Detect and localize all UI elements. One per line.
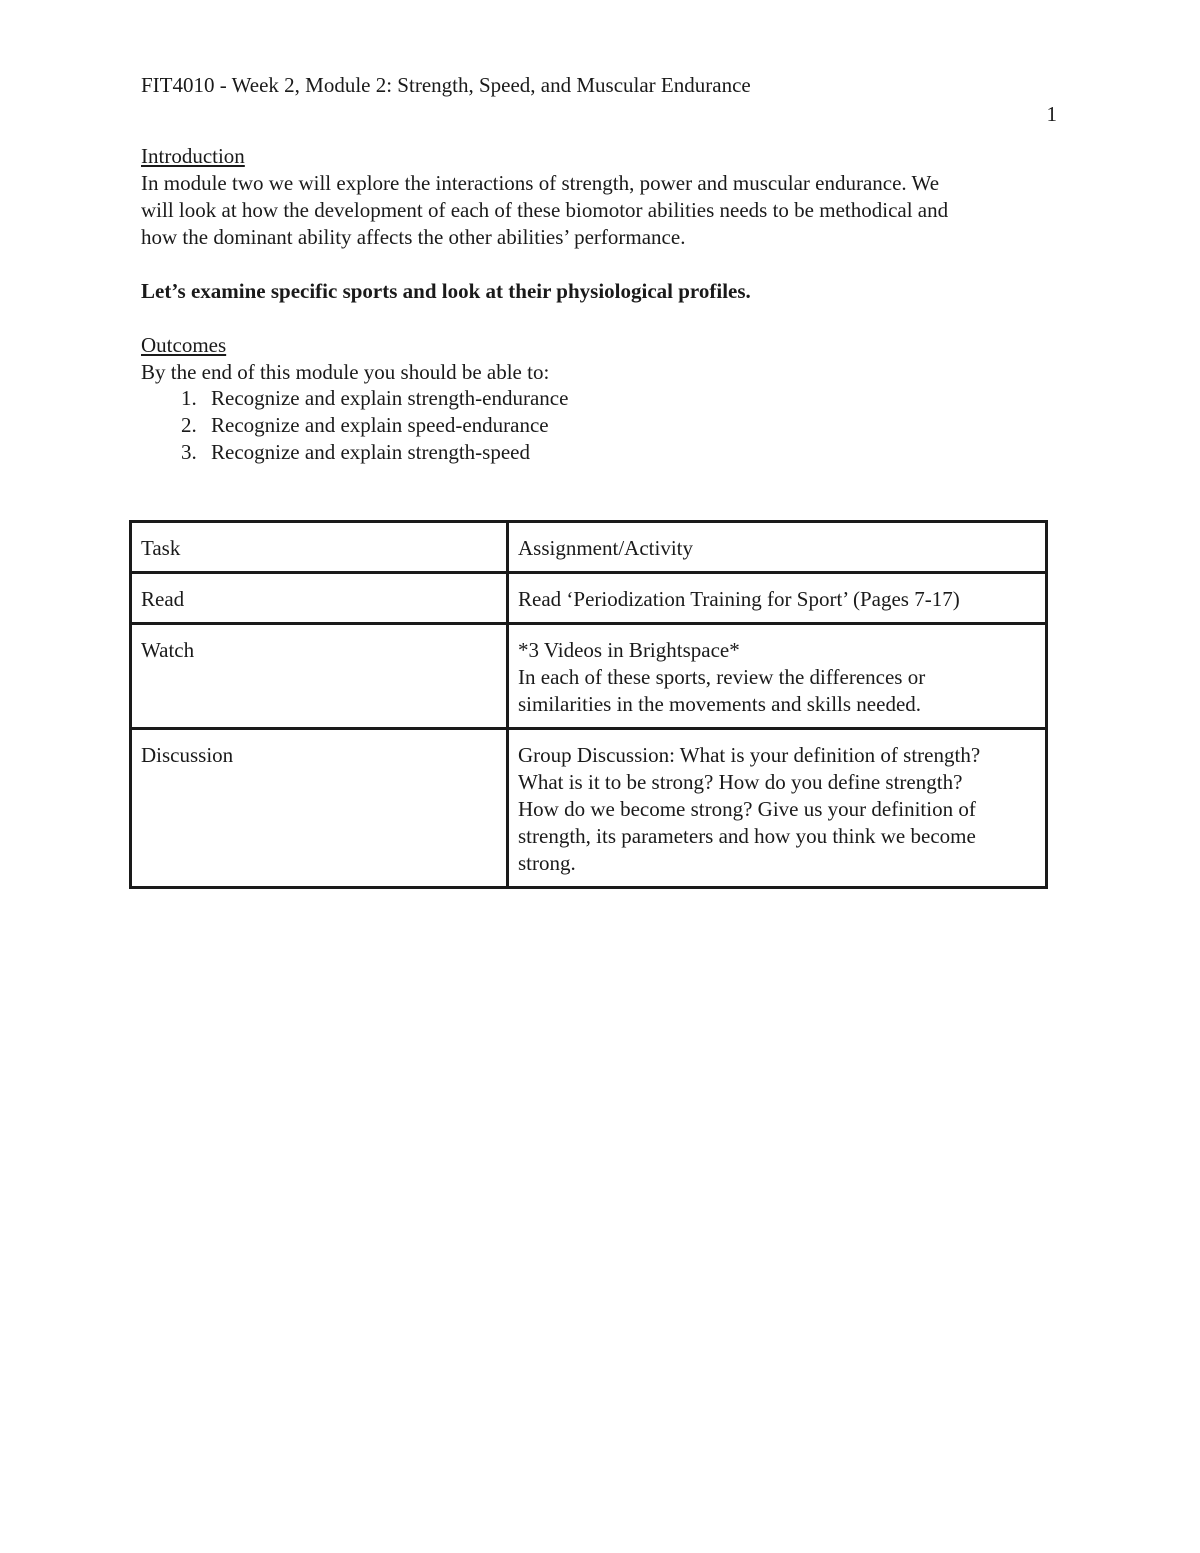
list-item-text: Recognize and explain strength-endurance [211,386,569,410]
list-item-number: 1. [181,386,197,410]
activity-line: In each of these sports, review the differences or [518,665,926,689]
table-row [131,729,1047,888]
introduction-heading: Introduction [141,144,245,168]
emphasis-statement: Let’s examine specific sports and look at their physiological profiles. [141,279,751,303]
table-cell-activity [508,573,1047,624]
list-item [141,439,568,466]
introduction-paragraph [141,170,1056,251]
activity-line: *3 Videos in Brightspace* [518,638,740,662]
outcomes-list [141,385,568,466]
table-row [131,573,1047,624]
introduction-line: In module two we will explore the interactions of strength, power and muscular endurance. We [141,171,940,195]
table-header-row [131,522,1047,573]
activity-line: How do we become strong? Give us your definition of [518,797,976,821]
list-item [141,412,568,439]
activity-line: What is it to be strong? How do you define strength? [518,770,963,794]
table-cell-activity [508,729,1047,888]
list-item [141,385,568,412]
table-row [131,624,1047,729]
table-cell-task: Watch [131,624,508,729]
outcomes-heading: Outcomes [141,333,227,357]
table-header-activity: Assignment/Activity [508,522,1047,573]
introduction-line: will look at how the development of each of these biomotor abilities needs to be methodical and [141,198,949,222]
table-cell-task: Discussion [131,729,508,888]
activity-line: strength, its parameters and how you think we become [518,824,976,848]
document-title: FIT4010 - Week 2, Module 2: Strength, Speed, and Muscular Endurance [141,73,751,97]
outcomes-lead: By the end of this module you should be able to: [141,360,550,384]
list-item-number: 3. [181,440,197,464]
table-cell-activity [508,624,1047,729]
task-table [129,520,1048,889]
list-item-number: 2. [181,413,197,437]
activity-line: Group Discussion: What is your definition of strength? [518,743,981,767]
introduction-line: how the dominant ability affects the other abilities’ performance. [141,225,686,249]
table-cell-task: Read [131,573,508,624]
activity-line: strong. [518,851,576,875]
activity-line: Read ‘Periodization Training for Sport’ (Pages 7-17) [518,587,960,611]
activity-line: similarities in the movements and skills needed. [518,692,922,716]
list-item-text: Recognize and explain strength-speed [211,440,530,464]
page-number: 1 [1046,102,1057,126]
list-item-text: Recognize and explain speed-endurance [211,413,549,437]
table-header-task: Task [131,522,508,573]
